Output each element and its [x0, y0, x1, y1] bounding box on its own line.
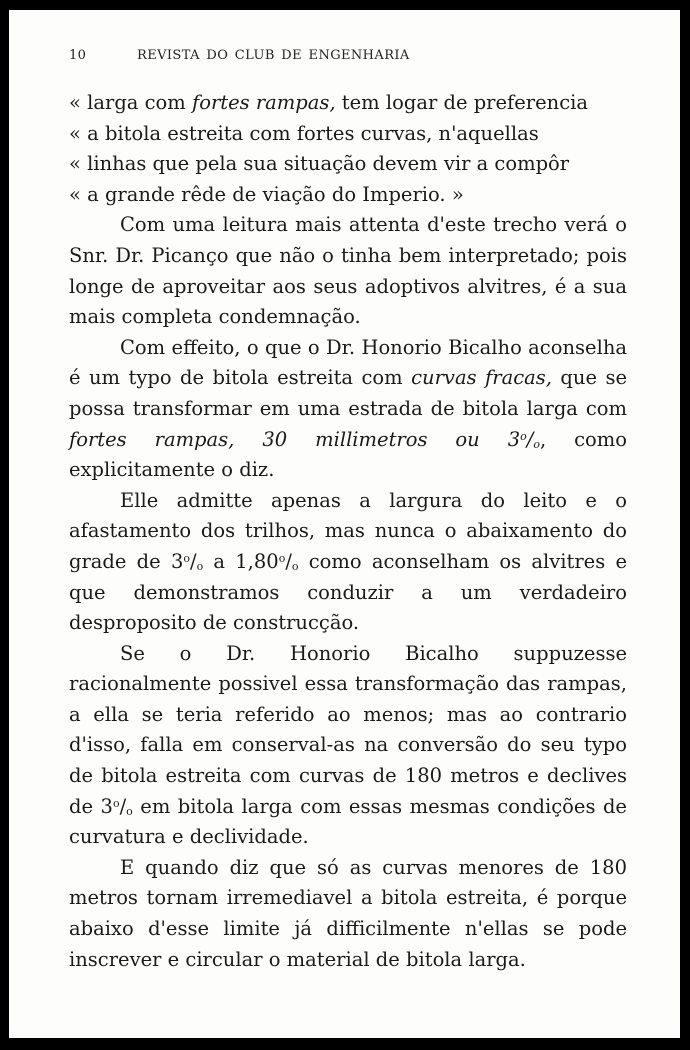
- running-title: REVISTA DO CLUB DE ENGENHARIA: [137, 48, 410, 63]
- page-number: 10: [69, 48, 87, 63]
- page-header: [69, 48, 620, 68]
- paragraph: Com effeito, o que o Dr. Honorio Bicalho aconselha é um typo de bitola estreita com curvas fracas, que se possa transformar em uma estrada de bitola larga com fortes rampas, 30 millimetros ou $3^o/_o$, como explicitamente o diz.: [69, 335, 627, 482]
- paragraph: Se o Dr. Honorio Bicalho suppuzesse racionalmente possivel essa transformação das rampas, a ella se teria referido ao menos; mas ao contrario d'isso, falla em conserval-as na conversão do seu typo de bitola estreita com curvas de 180 metros e declives de $3^o/_o$ em bitola larga com essas mesmas condições de curvatura e declividade.: [69, 641, 627, 849]
- book-page: [9, 10, 680, 1038]
- quote-line: « larga com fortes rampas, tem logar de preferencia: [69, 91, 589, 114]
- quote-line: « a grande rêde de viação do Imperio. »: [69, 182, 464, 206]
- body-text: [69, 88, 627, 975]
- paragraph: E quando diz que só as curvas menores de 180 metros tornam irremediavel a bitola estreita, é porque abaixo d'esse limite já difficilmente n'ellas se pode inscrever e circular o material de bitola larga.: [69, 855, 627, 971]
- paragraph: Com uma leitura mais attenta d'este trecho verá o Snr. Dr. Picanço que não o tinha bem interpretado; pois longe de aproveitar aos seus adoptivos alvitres, é a sua mais completa condemnação.: [69, 213, 627, 329]
- quote-line: « a bitola estreita com fortes curvas, n'aquellas: [69, 121, 539, 145]
- quote-line: « linhas que pela sua situação devem vir a compôr: [69, 152, 570, 176]
- paragraph: Elle admitte apenas a largura do leito e o afastamento dos trilhos, mas nunca o abaixamento do grade de $3^o/_o$ a $1,80^o/_o$ como aconselham os alvitres e que demonstramos conduzir a um verdadeiro desproposito de construcção.: [69, 488, 628, 635]
